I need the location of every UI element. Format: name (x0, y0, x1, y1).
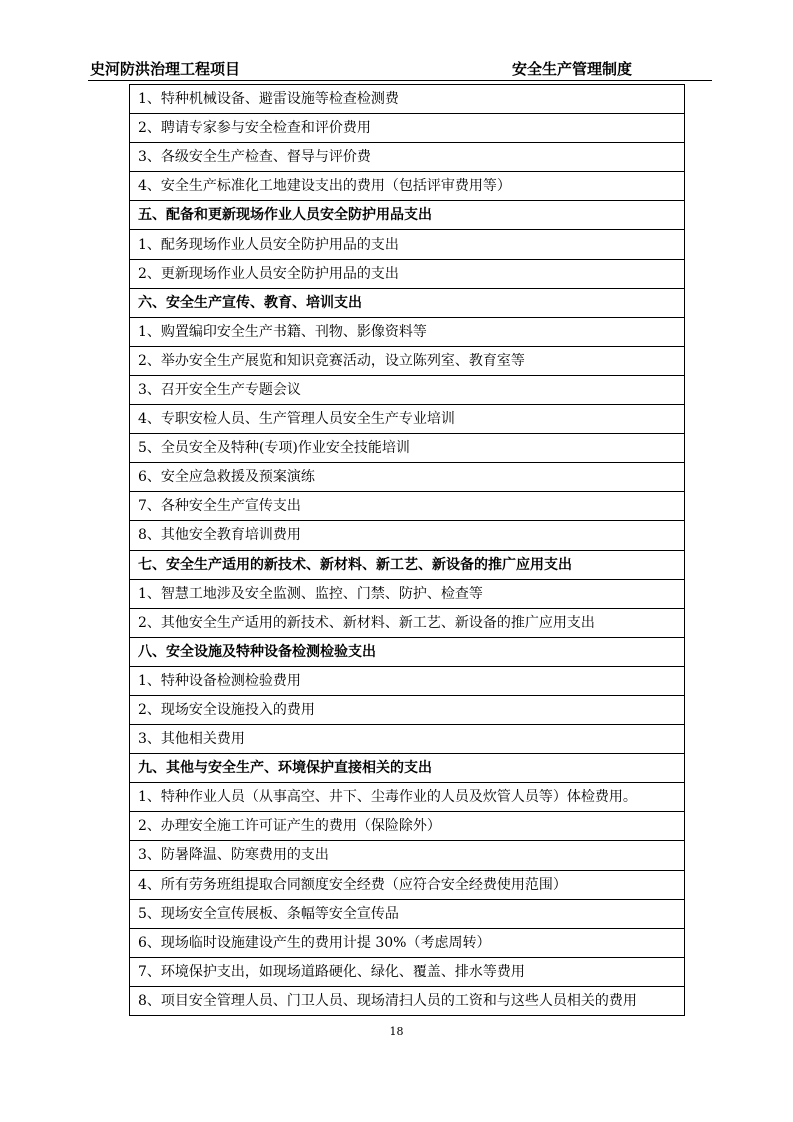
item-text: 8、其他安全教育培训费用 (130, 521, 685, 550)
table-row (130, 957, 685, 986)
section-heading: 七、安全生产适用的新技术、新材料、新工艺、新设备的推广应用支出 (130, 550, 685, 579)
item-text: 3、防暑降温、防寒费用的支出 (130, 841, 685, 870)
item-text: 1、特种机械设备、避雷设施等检查检测费 (130, 85, 685, 114)
table-row (130, 783, 685, 812)
section-heading-row (130, 754, 685, 783)
item-text: 7、环境保护支出，如现场道路硬化、绿化、覆盖、排水等费用 (130, 957, 685, 986)
item-text: 5、全员安全及特种(专项)作业安全技能培训 (130, 434, 685, 463)
section-heading-row (130, 288, 685, 317)
item-text: 2、聘请专家参与安全检查和评价费用 (130, 114, 685, 143)
item-text: 3、各级安全生产检查、督导与评价费 (130, 143, 685, 172)
item-text: 2、现场安全设施投入的费用 (130, 695, 685, 724)
table-row (130, 259, 685, 288)
item-text: 1、配务现场作业人员安全防护用品的支出 (130, 230, 685, 259)
table-row (130, 463, 685, 492)
table-row (130, 114, 685, 143)
item-text: 3、召开安全生产专题会议 (130, 375, 685, 404)
table-row (130, 928, 685, 957)
item-text: 1、购置编印安全生产书籍、刊物、影像资料等 (130, 317, 685, 346)
item-text: 5、现场安全宣传展板、条幅等安全宣传品 (130, 899, 685, 928)
table-row (130, 841, 685, 870)
table-row (130, 492, 685, 521)
section-heading: 五、配备和更新现场作业人员安全防护用品支出 (130, 201, 685, 230)
item-text: 2、办理安全施工许可证产生的费用（保险除外） (130, 812, 685, 841)
expense-table (129, 84, 685, 1016)
section-heading-row (130, 637, 685, 666)
section-heading: 六、安全生产宣传、教育、培训支出 (130, 288, 685, 317)
table-row (130, 434, 685, 463)
item-text: 2、其他安全生产适用的新技术、新材料、新工艺、新设备的推广应用支出 (130, 608, 685, 637)
section-heading: 九、其他与安全生产、环境保护直接相关的支出 (130, 754, 685, 783)
table-row (130, 143, 685, 172)
table-row (130, 579, 685, 608)
item-text: 1、智慧工地涉及安全监测、监控、门禁、防护、检查等 (130, 579, 685, 608)
item-text: 6、现场临时设施建设产生的费用计提 30%（考虑周转） (130, 928, 685, 957)
table-row (130, 230, 685, 259)
item-text: 1、特种作业人员（从事高空、井下、尘毒作业的人员及炊管人员等）体检费用。 (130, 783, 685, 812)
item-text: 1、特种设备检测检验费用 (130, 666, 685, 695)
section-heading-row (130, 550, 685, 579)
header-divider (88, 80, 712, 81)
table-row (130, 870, 685, 899)
table-row (130, 899, 685, 928)
page-number: 18 (389, 1025, 404, 1038)
table-row (130, 346, 685, 375)
item-text: 2、更新现场作业人员安全防护用品的支出 (130, 259, 685, 288)
table-row (130, 521, 685, 550)
item-text: 7、各种安全生产宣传支出 (130, 492, 685, 521)
item-text: 8、项目安全管理人员、门卫人员、现场清扫人员的工资和与这些人员相关的费用 (130, 986, 685, 1015)
table-row (130, 172, 685, 201)
table-row (130, 317, 685, 346)
table-row (130, 405, 685, 434)
table-row (130, 85, 685, 114)
page-header (90, 58, 710, 80)
table-row (130, 812, 685, 841)
table-row (130, 725, 685, 754)
table-row (130, 608, 685, 637)
table-row (130, 695, 685, 724)
item-text: 4、所有劳务班组提取合同额度安全经费（应符合安全经费使用范围） (130, 870, 685, 899)
header-document-title: 安全生产管理制度 (512, 60, 633, 78)
item-text: 3、其他相关费用 (130, 725, 685, 754)
item-text: 4、安全生产标准化工地建设支出的费用（包括评审费用等） (130, 172, 685, 201)
table-row (130, 375, 685, 404)
item-text: 6、安全应急救援及预案演练 (130, 463, 685, 492)
section-heading-row (130, 201, 685, 230)
section-heading: 八、安全设施及特种设备检测检验支出 (130, 637, 685, 666)
header-project-name: 史河防洪治理工程项目 (90, 60, 241, 78)
item-text: 4、专职安检人员、生产管理人员安全生产专业培训 (130, 405, 685, 434)
item-text: 2、举办安全生产展览和知识竞赛活动，设立陈列室、教育室等 (130, 346, 685, 375)
table-row (130, 666, 685, 695)
table-row (130, 986, 685, 1015)
